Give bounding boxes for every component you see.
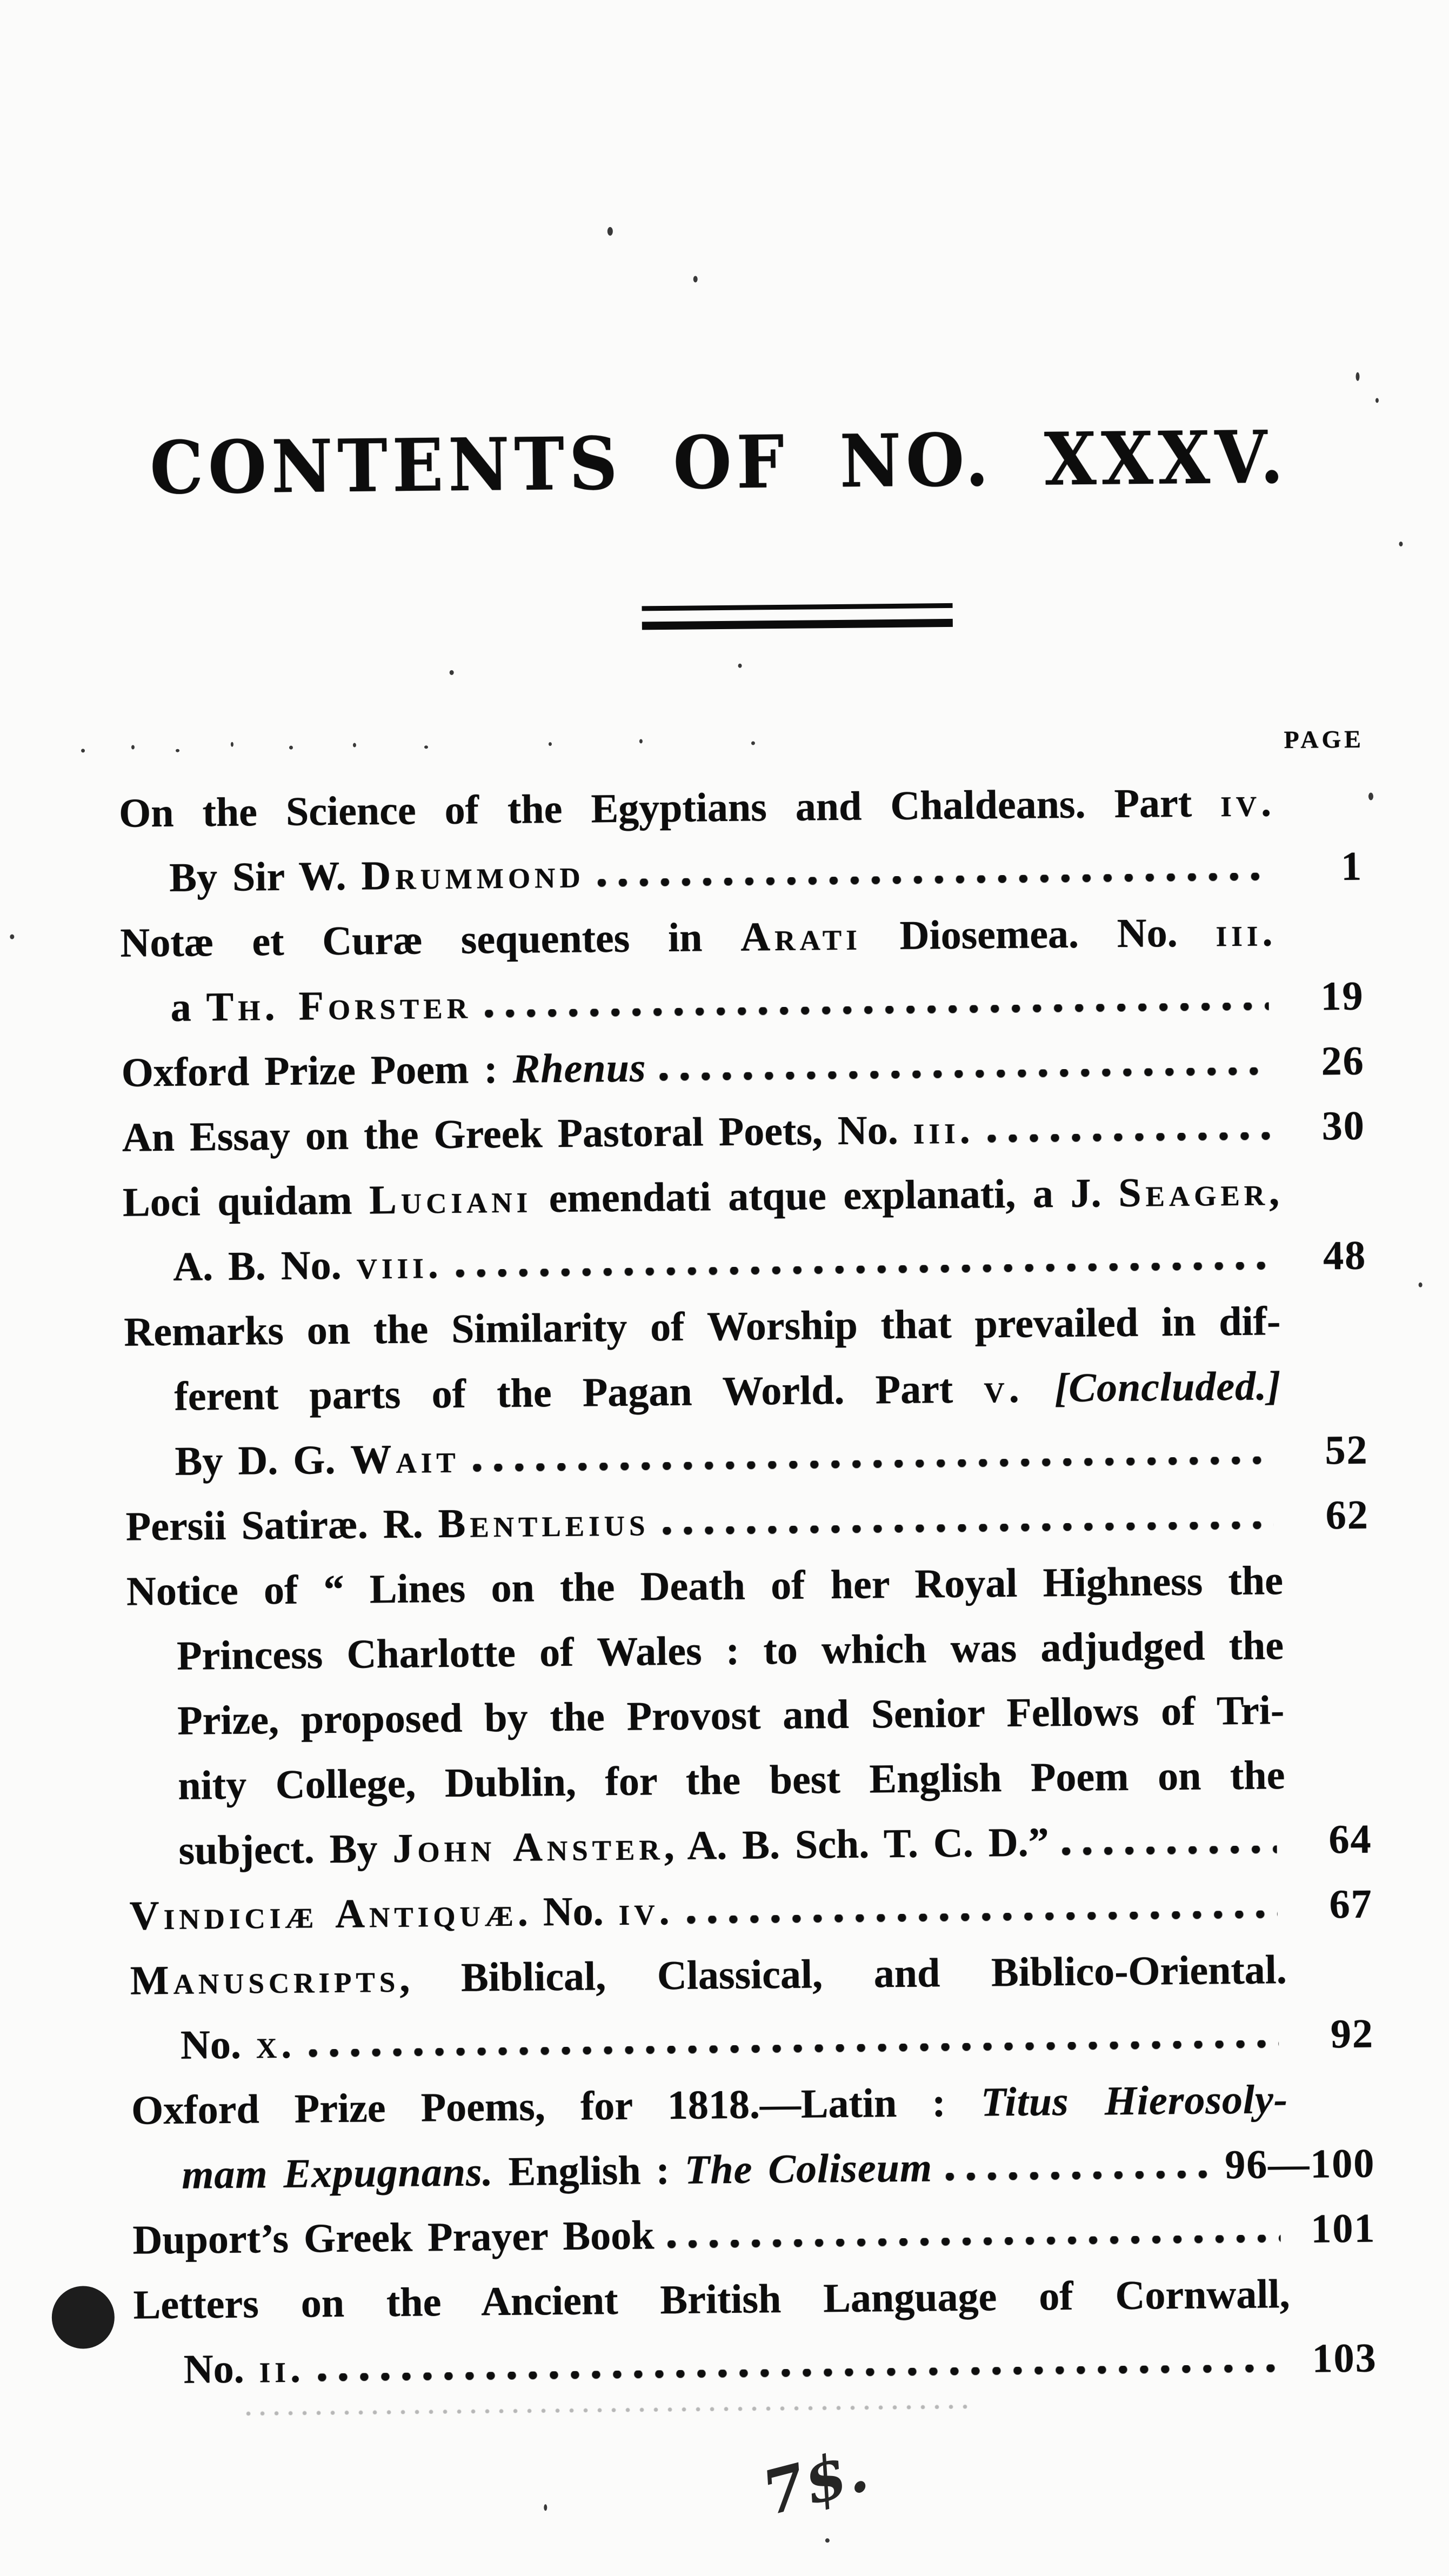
toc-entry-text: Duport’s Greek Prayer Book [132, 2212, 655, 2263]
toc-row [125, 1421, 1368, 1498]
toc-list [119, 772, 1378, 2406]
page-number: 62 [1325, 1492, 1370, 1538]
toc-row [129, 1875, 1373, 1952]
page-number: 96—100 [1224, 2140, 1375, 2188]
page-number: 67 [1329, 1881, 1373, 1927]
dot-leader [659, 1067, 1270, 1081]
toc-entry-text: Letters on the Ancient British Language of Cornwall, [133, 2271, 1290, 2328]
toc-entry-text: A. B. No. viii. [172, 1242, 443, 1290]
toc-entry-text: Manuscripts, Biblical, Classical, and Biblico-Oriental. [130, 1947, 1287, 2004]
toc-row [174, 1357, 1281, 1432]
page-number: 26 [1321, 1038, 1365, 1084]
scan-speck [1399, 542, 1403, 546]
scan-speck [1375, 398, 1379, 403]
scan-speck [544, 2504, 547, 2511]
dot-leader [485, 1002, 1269, 1018]
scan-speck [81, 749, 85, 752]
toc-row [178, 1746, 1285, 1821]
scan-speck [607, 227, 613, 236]
page-number: 1 [1340, 843, 1363, 890]
scan-speck [10, 935, 14, 939]
dot-leader [1062, 1845, 1277, 1856]
scan-speck [751, 741, 755, 745]
page-number: 30 [1321, 1103, 1366, 1149]
toc-entry-text: Notæ et Curæ sequentes in Arati Diosemea. No. iii. [120, 909, 1277, 966]
scan-speck [131, 745, 135, 749]
toc-row [121, 967, 1364, 1044]
toc-row [177, 1616, 1284, 1692]
toc-row [125, 1486, 1369, 1563]
toc-entry-text: mam Expugnans. English : The Coliseum [181, 2145, 933, 2198]
toc-entry-text: Oxford Prize Poem : Rhenus [121, 1045, 646, 1096]
page-number: 48 [1323, 1232, 1367, 1279]
toc-row [119, 773, 1276, 849]
scan-speck [1368, 792, 1373, 800]
toc-entry-text: Notice of “ Lines on the Death of her Royal Highness the [126, 1558, 1284, 1614]
dot-leader [945, 2170, 1211, 2181]
page-number: 103 [1312, 2335, 1378, 2381]
toc-entry-text: nity College, Dublin, for the best English Poem on the [178, 1752, 1285, 1808]
scan-speck [176, 749, 179, 752]
page-column-label: PAGE [1284, 725, 1365, 754]
page-number: 52 [1325, 1427, 1368, 1473]
toc-entry-text: ferent parts of the Pagan World. Part v. [Concluded.] [174, 1363, 1281, 1419]
double-rule [642, 603, 953, 630]
toc-entry-text: No. ii. [183, 2345, 305, 2392]
toc-row [132, 2199, 1376, 2276]
toc-row [177, 1681, 1285, 1757]
scan-speck [639, 739, 643, 743]
toc-row [130, 1940, 1287, 2017]
smudge-line [246, 2404, 976, 2416]
scan-speck [424, 745, 428, 749]
toc-row [131, 2070, 1288, 2146]
dot-leader [473, 1456, 1273, 1472]
scan-speck [450, 670, 454, 675]
toc-entry-text: Loci quidam Luciani emendati atque explanati, a J. Seager, [122, 1169, 1280, 1225]
toc-entry-text: On the Science of the Egyptians and Chaldeans. Part iv. [118, 779, 1276, 836]
toc-row [133, 2329, 1377, 2406]
dot-leader [987, 1132, 1270, 1143]
scan-speck [231, 742, 233, 747]
toc-row [122, 1097, 1365, 1173]
toc-entry-text: Vindiciæ Antiquæ. No. iv. [129, 1887, 674, 1939]
scan-speck [693, 276, 698, 282]
dot-leader [663, 1521, 1274, 1535]
toc-entry-text: Prize, proposed by the Provost and Senior Fellows of Tri- [177, 1687, 1285, 1744]
toc-row [132, 2134, 1375, 2211]
toc-entry-text: Oxford Prize Poems, for 1818.—Latin : Titus Hierosoly- [131, 2077, 1288, 2133]
page-number: 19 [1320, 973, 1364, 1019]
toc-entry-text: subject. By John Anster, A. B. Sch. T. C. D.” [178, 1819, 1050, 1873]
scan-speck [738, 664, 742, 668]
scan-speck [549, 742, 552, 746]
dot-leader [687, 1910, 1278, 1924]
toc-entry-text: Remarks on the Similarity of Worship that prevailed in dif- [123, 1298, 1281, 1355]
dot-leader [667, 2234, 1280, 2248]
toc-entry-text: By D. G. Wait [175, 1436, 460, 1484]
dot-leader [309, 2040, 1279, 2057]
toc-entry-text: Persii Satiræ. R. Bentleius [125, 1499, 650, 1550]
dot-leader [456, 1262, 1271, 1277]
toc-entry-text: No. x. [180, 2021, 296, 2068]
toc-entry-text: By Sir W. Drummond [169, 851, 585, 900]
scan-speck [825, 2538, 830, 2542]
toc-row [119, 837, 1363, 914]
page-number: 101 [1310, 2205, 1376, 2252]
toc-row [133, 2265, 1290, 2341]
rule-bar-bottom [642, 619, 953, 630]
scan-speck [1355, 372, 1359, 381]
toc-row [126, 1551, 1283, 1627]
toc-entry-text: Princess Charlotte of Wales : to which was adjudged the [176, 1623, 1284, 1679]
toc-entry-text: An Essay on the Greek Pastoral Poets, No. iii. [122, 1106, 974, 1160]
scan-speck [289, 746, 293, 750]
toc-row [129, 1810, 1372, 1887]
rule-bar-top [642, 603, 953, 611]
scan-speck [1419, 1283, 1423, 1287]
page-title: CONTENTS OF NO. XXXV. [149, 415, 1289, 511]
dot-leader [598, 872, 1268, 887]
dot-leader [318, 2364, 1282, 2381]
toc-row [121, 1032, 1365, 1109]
toc-row [123, 1226, 1367, 1303]
hole-punch-mark [51, 2286, 115, 2349]
toc-row [120, 903, 1277, 979]
page-number: 64 [1328, 1816, 1372, 1863]
toc-row [131, 2005, 1374, 2081]
page-number: 92 [1330, 2011, 1374, 2057]
scan-speck [353, 743, 356, 748]
toc-row [124, 1292, 1281, 1368]
handwritten-mark: 7$. [755, 2434, 876, 2530]
toc-entry-text: a Th. Forster [170, 982, 472, 1030]
toc-row [123, 1162, 1280, 1238]
